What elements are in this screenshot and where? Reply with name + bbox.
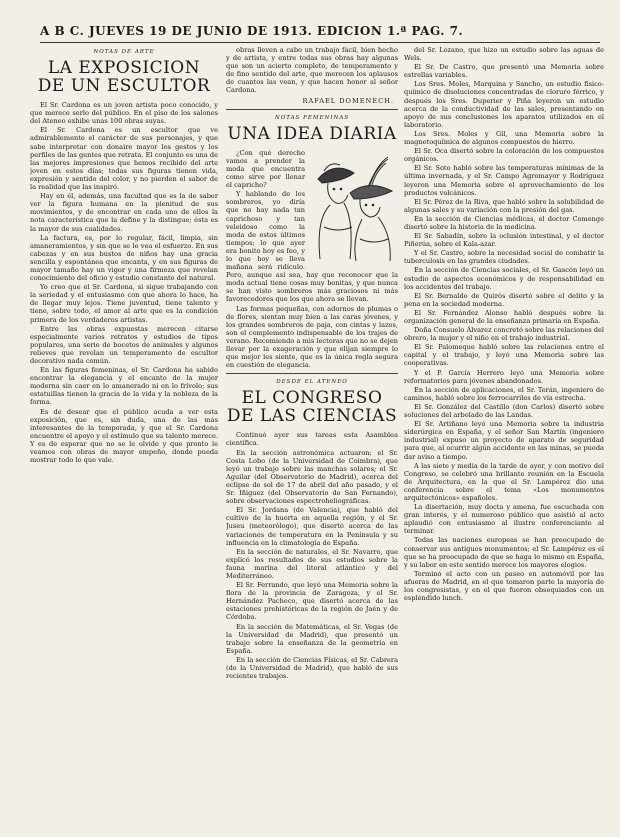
- article-paragraph: ¿Con qué derecho vamos a prender la moda que encuentra como sirve por llenar el capricho?: [226, 148, 305, 190]
- column-divider: [226, 109, 398, 110]
- column-divider: [226, 373, 398, 374]
- article-paragraph: El Sr. Sabadín, sobre la oclusión intestinal, y el doctor Piñerúa, sobre el Kala-azar.: [404, 232, 604, 249]
- article-paragraph: Yo creo que el Sr. Cardona, si sigue trabajando con la seriedad y el entusiasmo con que ahora lo hace, ha de llegar muy lejos. Tiene juventud, tiene talento y tiene, sobre todo, el amor al arte que es la condición primera de los verdaderos artistas.: [30, 283, 218, 324]
- article-paragraph: Los Sres. Moles y Gil, una Memoria sobre la magnetoquímica de algunos compuestos de hierro.: [404, 129, 604, 147]
- article-paragraph: El Sr. De Castro, que presentó una Memoria sobre estrellas variables.: [404, 63, 604, 80]
- article-paragraph: Y el P. García Herrero leyó una Memoria sobre reformatorios para jóvenes abandonados.: [404, 368, 604, 385]
- article-paragraph: Continuó ayer sus tareas esta Asamblea científica.: [226, 431, 398, 448]
- article-paragraph: En la sección de Ciencias Físicas, el Sr. Cabrera (de la Universidad de Madrid), que habló de sus recientes trabajos.: [226, 655, 398, 681]
- article-paragraph: En la sección de Ciencias sociales, el Sr. Gascón leyó un estudio de aspectos económicos y de responsabilidad en los accidentes del trabajo.: [404, 266, 604, 291]
- fashion-illustration: [310, 149, 398, 264]
- column-congreso-continued: [404, 46, 604, 831]
- section-kicker-femeninas: NOTAS FEMENINAS: [274, 114, 350, 121]
- article-paragraph: El Sr. Fernández Alonso habló después sobre la organización general de la enseñanza primaria en España.: [404, 308, 604, 325]
- article-paragraph: En la sección de Matemáticas, el Sr. Vegas (de la Universidad de Madrid), que presentó un trabajo sobre la enseñanza de la geometría en España.: [226, 622, 398, 655]
- article-paragraph: El Sr. González del Castillo (don Carlos) disertó sobre soluciones del arbolado de las Landas.: [404, 402, 604, 420]
- article-paragraph: Hay en él, además, una facultad que es la de saber ver la figura humana en la plenitud de sus movimientos, y de encontrar en cada uno de ellos la nota característica que la define y la distingue; ésta es la mayor de sus cualidades.: [30, 192, 218, 233]
- article-paragraph: El Sr. Oca disertó sobre la coloración de los compuestos orgánicos.: [404, 147, 604, 164]
- women-in-hats-sketch-icon: [310, 149, 398, 264]
- article-paragraph: Todas las naciones europeas se han preocupado de conservar sus antiguos monumentos; el Sr. Lampérez es el que se ha preocupado de que se haga lo mismo en España, y su labor en este sentido merece los mayores elogios.: [404, 536, 604, 569]
- headline-idea-diaria: [226, 125, 398, 143]
- article-paragraph: En la sección de naturales, el Sr. Navarro, que explicó los resultados de sus estudios sobre la fauna marina del litoral atlántico y del Mediterráneo.: [226, 547, 398, 580]
- headline-exposicion: [30, 59, 218, 95]
- article-paragraph: Y el Sr. Castro, sobre la necesidad social de combatir la tuberculosis en las grandes ciudades.: [404, 249, 604, 266]
- page-header: A B C. JUEVES 19 DE JUNIO DE 1913. EDICION 1.ª PAG. 7.: [40, 24, 464, 38]
- article-paragraph: El Sr. Jordana (de Valencia), que habló del cultivo de la huerta en aquella región, y el Sr. Juseu (meteorólogo), que disertó acerca de las variaciones de temperatura en la Península y su influencia en la climatología de España.: [226, 506, 398, 547]
- section-kicker-ateneo: DESDE EL ATENEO: [276, 379, 348, 386]
- headline-line: UNA IDEA DIARIA: [227, 123, 397, 144]
- article-paragraph: Los Sres. Moles, Marquina y Sancho, un estudio físico-químico de disoluciones concentradas de cloruro férrico, y después los Sres. Duperier y Piña leyeron un estudio acerca de la conductividad de las sales, presentando en apoyo de sus conclusiones los aparatos utilizados en el laboratorio.: [404, 80, 604, 129]
- article-paragraph: El Sr. Ferrando, que leyó una Memoria sobre la flora de la provincia de Zaragoza, y el Sr. Hernández Pacheco, que disertó acerca de las estaciones prehistóricas de la región de Jaén y de Córdoba.: [226, 581, 398, 622]
- headline-line: EL CONGRESO: [241, 388, 383, 409]
- column-exposicion: [30, 46, 218, 831]
- article-paragraph: Las formas pequeñas, con adornos de plumas o de flores, sientan muy bien a las caras jóvenes, y los grandes sombreros de paja, con cintas y lazos, son el complemento indispensable de los trajes de verano. Recomiendo a mis lectoras que no se dejen llevar por la exageración y que elijan siempre lo que mejor les siente, que es la única regla segura en cuestión de elegancia.: [226, 304, 398, 370]
- article-paragraph: El Sr. Palomeque habló sobre las relaciones entre el capital y el trabajo, y leyó una Memoria sobre las cooperativas.: [404, 343, 604, 368]
- article-paragraph: del Sr. Lozano, que hizo un estudio sobre las aguas de Wels.: [404, 46, 604, 63]
- article-paragraph: obras lleven a cabo un trabajo fácil, bien hecho y de artista, y entre todas sus obras hay algunas que son un acierto completo, de temperamento y de fino sentido del arte, que merecen los aplausos de cuantos las vean, y que hacen honor al señor Cardona.: [226, 46, 398, 95]
- headline-line: LA EXPOSICION: [47, 58, 201, 79]
- headline-congreso: [226, 389, 398, 425]
- article-paragraph: El Sr. Cardona es un joven artista poco conocido, y que merece serlo del público. En el piso de los salones del Ateneo exhibe unas 100 obras suyas.: [30, 101, 218, 126]
- article-paragraph: Es de desear que el público acuda a ver esta exposición, que es, sin duda, una de las más interesantes de la temporada, y que el Sr. Cardona encuentre el apoyo y el estímulo que su talento merece. Y es de esperar que no se le olvide y que pronto le veamos con obras de mayor empeño, donde pueda mostrar todo lo que vale.: [30, 407, 218, 465]
- article-paragraph: En la sección de Ciencias médicas, el doctor Comenge disertó sobre la historia de la medicina.: [404, 214, 604, 231]
- column-middle: [226, 46, 398, 831]
- article-paragraph: El Sr. Soto habló sobre las temperaturas mínimas de la última invernada, y el Sr. Campo Agromayor y Rodríguez leyeron una Memoria sobre el aprovechamiento de los productos volcánicos.: [404, 164, 604, 197]
- headline-line: DE UN ESCULTOR: [37, 76, 211, 97]
- article-paragraph: Entre las obras expuestas merecen citarse especialmente varios retratos y estudios de tipos populares, una serie de bocetos de animales y algunos relieves que revelan un temperamento de escultor decorativo nada común.: [30, 324, 218, 365]
- section-kicker-arte: NOTAS DE ARTE: [93, 49, 155, 55]
- article-paragraph: El Sr. Bernaldo de Quirós disertó sobre el delito y la pena en la sociedad moderna.: [404, 291, 604, 308]
- headline-line: DE LAS CIENCIAS: [226, 406, 398, 427]
- article-paragraph: En las figuras femeninas, el Sr. Cardona ha sabido encontrar la elegancia y el encanto de la mujer moderna sin caer en lo amanerado ni en lo frívolo; sus estatuillas tienen la gracia de la vida y la nobleza de la forma.: [30, 366, 218, 407]
- article-paragraph: La disertación, muy docta y amena, fue escuchada con gran interés, y el numeroso público que asistió al acto aplaudió con entusiasmo al ilustre conferenciante al terminar.: [404, 503, 604, 536]
- author-signature: RAFAEL DOMENECH.: [302, 96, 394, 105]
- article-paragraph: En la sección de aplicaciones, el Sr. Terán, ingeniero de caminos, habló sobre los ferrocarriles de vía estrecha.: [404, 385, 604, 402]
- article-paragraph: A las siete y media de la tarde de ayer, y con motivo del Congreso, se celebró una brillante reunión en la Escuela de Arquitectura, en la que el Sr. Lampérez dio una conferencia sobre el tema «Los monumentos arquitectónicos» españoles.: [404, 461, 604, 502]
- header-divider: [40, 42, 600, 43]
- article-paragraph: El Sr. Artiñano leyó una Memoria sobre la industria siderúrgica en España, y el señor San Martín (ingeniero industrial) expuso un proyecto de aparato de seguridad para que, al ocurrir algún accidente en las minas, se pueda dar aviso a tiempo.: [404, 420, 604, 461]
- article-paragraph: Terminó el acto con un paseo en automóvil por las afueras de Madrid, en el que tomaron parte la mayoría de los congresistas, y en el que fueron obsequiados con un espléndido lunch.: [404, 569, 604, 603]
- article-paragraph: El Sr. Pérez de la Riva, que habló sobre la solubilidad de algunas sales y su variación con la presión del gas.: [404, 197, 604, 214]
- article-paragraph: Doña Consuelo Álvarez concretó sobre las relaciones del obrero, la mujer y el niño en el trabajo industrial.: [404, 326, 604, 343]
- article-paragraph: La factura, es, por lo regular, fácil, limpia, sin amaneramientos, y sin que se le vea el esfuerzo. En sus cabezas y en sus bustos de niños hay una gracia sencilla y espontánea que encanta, y en sus figuras de mayor tamaño hay un vigor y una firmeza que revelan conocimiento del oficio y estudio constante del natural.: [30, 233, 218, 283]
- article-paragraph: El Sr. Cardona es un escultor que ve admirablemente el carácter de sus personajes, y que sabe interpretar con donaire mayor los gestos y los perfiles de las gentes que retrata. El conjunto es una de las mejores impresiones que hemos recibido del arte joven en estos días; todas sus figuras tienen vida, expresión y sentido del color, y no pierden el sabor de la realidad que las inspiró.: [30, 126, 218, 192]
- article-paragraph: Y hablando de los sombreros, yo diría que no hay nada tan caprichoso y tan veleidoso como la moda de estos últimos tiempos; lo que ayer era bonito hoy es feo, y lo que hoy se lleva mañana será ridículo. Pero, aunque así sea, hay que reconocer que la moda actual tiene cosas muy bonitas, y que nunca se han visto sombreros más graciosos ni más favorecedores que los que ahora se llevan.: [226, 190, 398, 304]
- article-paragraph: En la sección astronómica actuaron: el Sr. Costa Lobo (de la Universidad de Coimbra), que leyó un trabajo sobre las manchas solares; el Sr. Aguilar (del Observatorio de Madrid), acerca del eclipse de sol de 17 de abril del año pasado, y el Sr. Iñiguez (del Observatorio de San Fernando), sobre observaciones espectroheliográficas.: [226, 448, 398, 506]
